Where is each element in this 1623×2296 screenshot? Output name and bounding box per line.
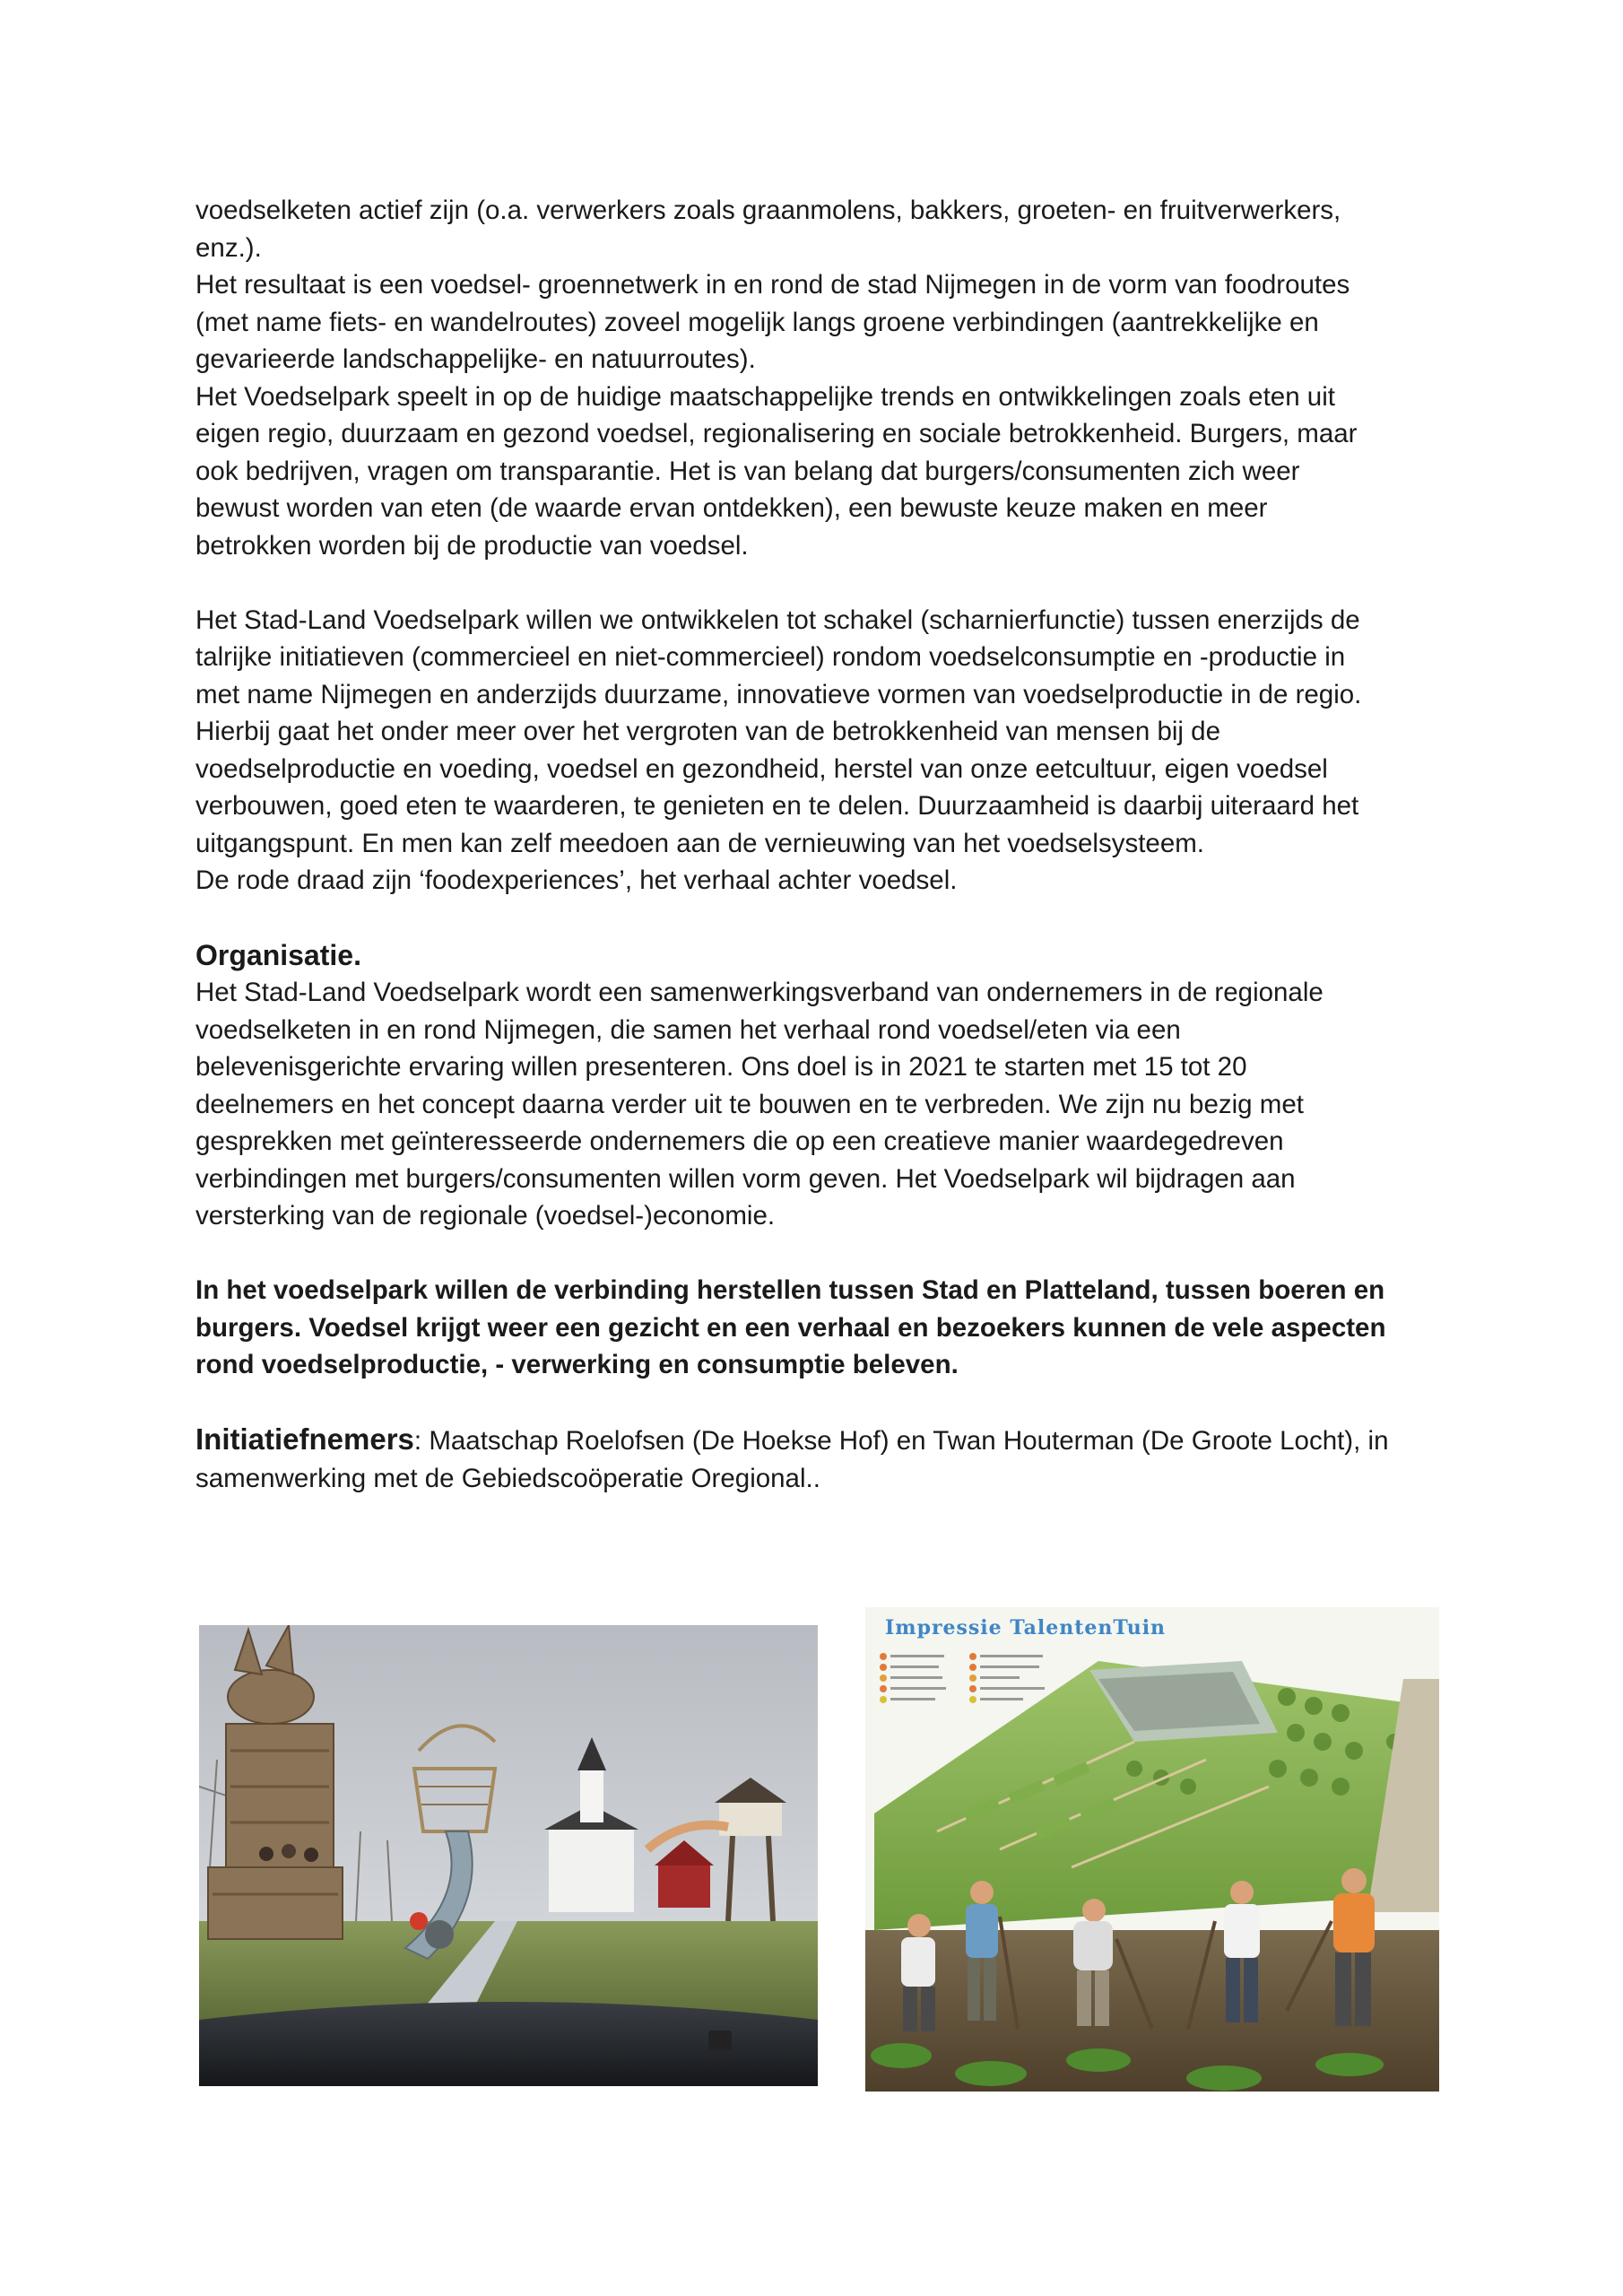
paragraph-gap bbox=[195, 564, 1451, 602]
paragraph-gap bbox=[195, 1235, 1451, 1273]
text-line: belevenisgerichte ervaring willen presenteren. Ons doel is in 2021 te starten met 15 tot 20 bbox=[195, 1052, 1247, 1082]
text-line: met name Nijmegen en anderzijds duurzame, innovatieve vormen van voedselproductie in de regio. bbox=[195, 679, 1362, 709]
text-line: versterking van de regionale (voedsel-)economie. bbox=[195, 1201, 776, 1231]
paragraph-initiatiefnemers bbox=[195, 1421, 1451, 1497]
paragraph-gap bbox=[195, 900, 1451, 937]
text-line: Het Stad-Land Voedselpark willen we ontwikkelen tot schakel (scharnierfunctie) tussen enerzijds de bbox=[195, 604, 1360, 635]
text-line: gesprekken met geïnteresseerde ondernemers die op een creatieve manier waardegedreven bbox=[195, 1126, 1284, 1156]
text-line: De rode draad zijn ‘foodexperiences’, het verhaal achter voedsel. bbox=[195, 865, 958, 895]
text-line: Het Voedselpark speelt in op de huidige maatschappelijke trends en ontwikkelingen zoals eten uit bbox=[195, 381, 1335, 412]
photo-voedselpark-sculptures bbox=[199, 1625, 818, 2086]
text-line: uitgangspunt. En men kan zelf meedoen aan de vernieuwing van het voedselsysteem. bbox=[195, 828, 1204, 858]
paragraph-gap bbox=[195, 1384, 1451, 1422]
text-line: deelnemers en het concept daarna verder uit te bouwen en te verbreden. We zijn nu bezig met bbox=[195, 1089, 1304, 1119]
text-line: verbouwen, goed eten te waarderen, te genieten en te delen. Duurzaamheid is daarbij uiteraard het bbox=[195, 791, 1359, 821]
section-heading-organisatie: Organisatie. bbox=[195, 939, 361, 971]
text-line: In het voedselpark willen de verbinding herstellen tussen Stad en Platteland, tussen boeren en bbox=[195, 1275, 1385, 1305]
text-line: voedselketen in en rond Nijmegen, die samen het verhaal rond voedsel/eten via een bbox=[195, 1014, 1181, 1045]
paragraph-schakel bbox=[195, 602, 1451, 900]
paragraph-organisatie bbox=[195, 974, 1451, 1235]
text-line: Hierbij gaat het onder meer over het vergroten van de betrokkenheid van mensen bij de bbox=[195, 717, 1220, 746]
text-line: bewust worden van eten (de waarde ervan ontdekken), een bewuste keuze maken en meer bbox=[195, 493, 1268, 523]
document-body bbox=[195, 192, 1451, 1497]
text-line: gevarieerde landschappelijke- en natuurroutes). bbox=[195, 344, 756, 374]
text-line: burgers. Voedsel krijgt weer een gezicht en een verhaal en bezoekers kunnen de vele aspecten bbox=[195, 1312, 1386, 1343]
paragraph-intro bbox=[195, 192, 1451, 564]
text-line: Het resultaat is een voedsel- groennetwerk in en rond de stad Nijmegen in de vorm van foodroutes bbox=[195, 270, 1350, 300]
illustration-talententuin bbox=[865, 1607, 1439, 2092]
text-line bbox=[195, 1421, 1451, 1460]
text-line: verbindingen met burgers/consumenten willen vorm geven. Het Voedselpark wil bijdragen aan bbox=[195, 1163, 1296, 1194]
initiatiefnemers-label: Initiatiefnemers bbox=[195, 1422, 414, 1456]
text-line: eigen regio, duurzaam en gezond voedsel, regionalisering en sociale betrokkenheid. Burgers, maar bbox=[195, 419, 1358, 448]
text-line: talrijke initiatieven (commercieel en niet-commercieel) rondom voedselconsumptie en -productie in bbox=[195, 642, 1346, 672]
initiatiefnemers-text: : Maatschap Roelofsen (De Hoekse Hof) en Twan Houterman (De Groote Locht), in bbox=[413, 1426, 1389, 1456]
text-line: Het Stad-Land Voedselpark wordt een samenwerkingsverband van ondernemers in de regionale bbox=[195, 978, 1324, 1007]
text-line: betrokken worden bij de productie van voedsel. bbox=[195, 530, 749, 561]
text-line: voedselproductie en voeding, voedsel en gezondheid, herstel van onze eetcultuur, eigen voedsel bbox=[195, 753, 1328, 784]
illustration-title: Impressie TalentenTuin bbox=[885, 1616, 1167, 1639]
text-line: voedselketen actief zijn (o.a. verwerkers zoals graanmolens, bakkers, groeten- en fruitverwerkers, bbox=[195, 196, 1341, 225]
text-line: ook bedrijven, vragen om transparantie. Het is van belang dat burgers/consumenten zich weer bbox=[195, 456, 1300, 486]
text-line: rond voedselproductie, - verwerking en consumptie beleven. bbox=[195, 1350, 959, 1379]
text-line: enz.). bbox=[195, 232, 262, 263]
paragraph-bold-statement bbox=[195, 1272, 1451, 1384]
text-line: (met name fiets- en wandelroutes) zoveel mogelijk langs groene verbindingen (aantrekkelijke en bbox=[195, 307, 1319, 337]
text-line: samenwerking met de Gebiedscoöperatie Oregional.. bbox=[195, 1463, 820, 1493]
